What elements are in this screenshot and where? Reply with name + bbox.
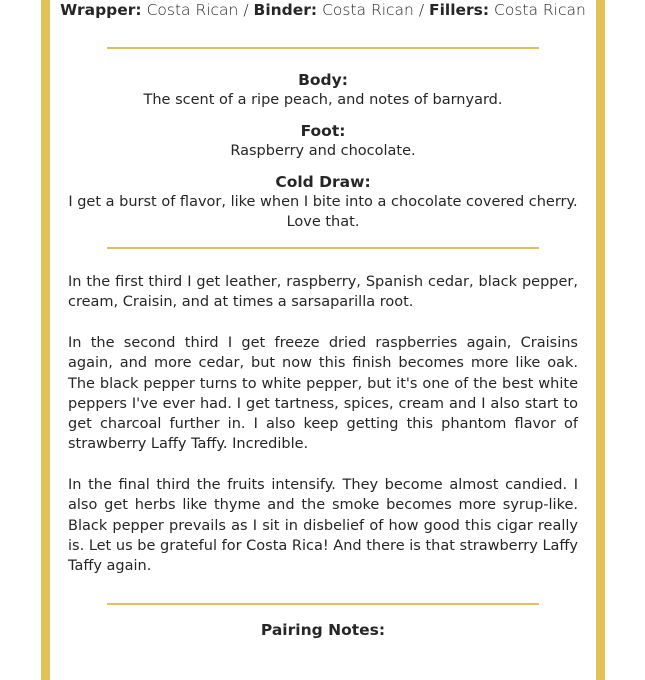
final-third-paragraph: In the final third the fruits intensify. They become almost candied. I also get herbs like thyme and the smoke becomes more syrup-like. Black pepper prevails as I sit in disbelief of how good this cigar really is. Let us be grateful for Costa Rica! And there is that strawberry Laffy Taffy again. bbox=[68, 477, 578, 575]
body-section bbox=[50, 70, 596, 110]
fillers-value: Costa Rican bbox=[494, 1, 586, 19]
foot-section bbox=[50, 121, 596, 161]
spec-separator: / bbox=[418, 1, 425, 19]
second-third-paragraph: In the second third I get freeze dried raspberries again, Craisins again, and more cedar, but now this finish becomes more like oak. The black pepper turns to white pepper, but it's one of the best white peppers I've ever had. I get tartness, spices, cream and I also start to get charcoal further in. I also keep getting this phantom flavor of strawberry Laffy Taffy. Incredible. bbox=[68, 335, 578, 453]
divider-bottom bbox=[107, 603, 539, 605]
first-third-paragraph: In the first third I get leather, raspberry, Spanish cedar, black pepper, cream, Craisin, and at times a sarsaparilla root. bbox=[68, 274, 578, 311]
pairing-section bbox=[50, 620, 596, 640]
body-title: Body: bbox=[298, 71, 348, 89]
cold-draw-text: I get a burst of flavor, like when I bite into a chocolate covered cherry. Love that. bbox=[68, 194, 578, 230]
divider-top bbox=[107, 47, 539, 49]
binder-value: Costa Rican bbox=[322, 1, 414, 19]
cigar-specs-line bbox=[50, 0, 596, 20]
pairing-title: Pairing Notes: bbox=[260, 621, 386, 639]
fillers-label: Fillers: bbox=[428, 1, 490, 19]
body-text: The scent of a ripe peach, and notes of barnyard. bbox=[143, 92, 503, 108]
binder-label: Binder: bbox=[253, 1, 318, 19]
cold-draw-section bbox=[50, 172, 596, 232]
spec-separator: / bbox=[243, 1, 249, 19]
foot-title: Foot: bbox=[300, 122, 346, 140]
wrapper-label: Wrapper: bbox=[60, 1, 142, 19]
cold-draw-title: Cold Draw: bbox=[275, 173, 371, 191]
wrapper-value: Costa Rican bbox=[146, 1, 239, 19]
foot-text: Raspberry and chocolate. bbox=[230, 143, 416, 159]
divider-middle bbox=[107, 247, 539, 249]
